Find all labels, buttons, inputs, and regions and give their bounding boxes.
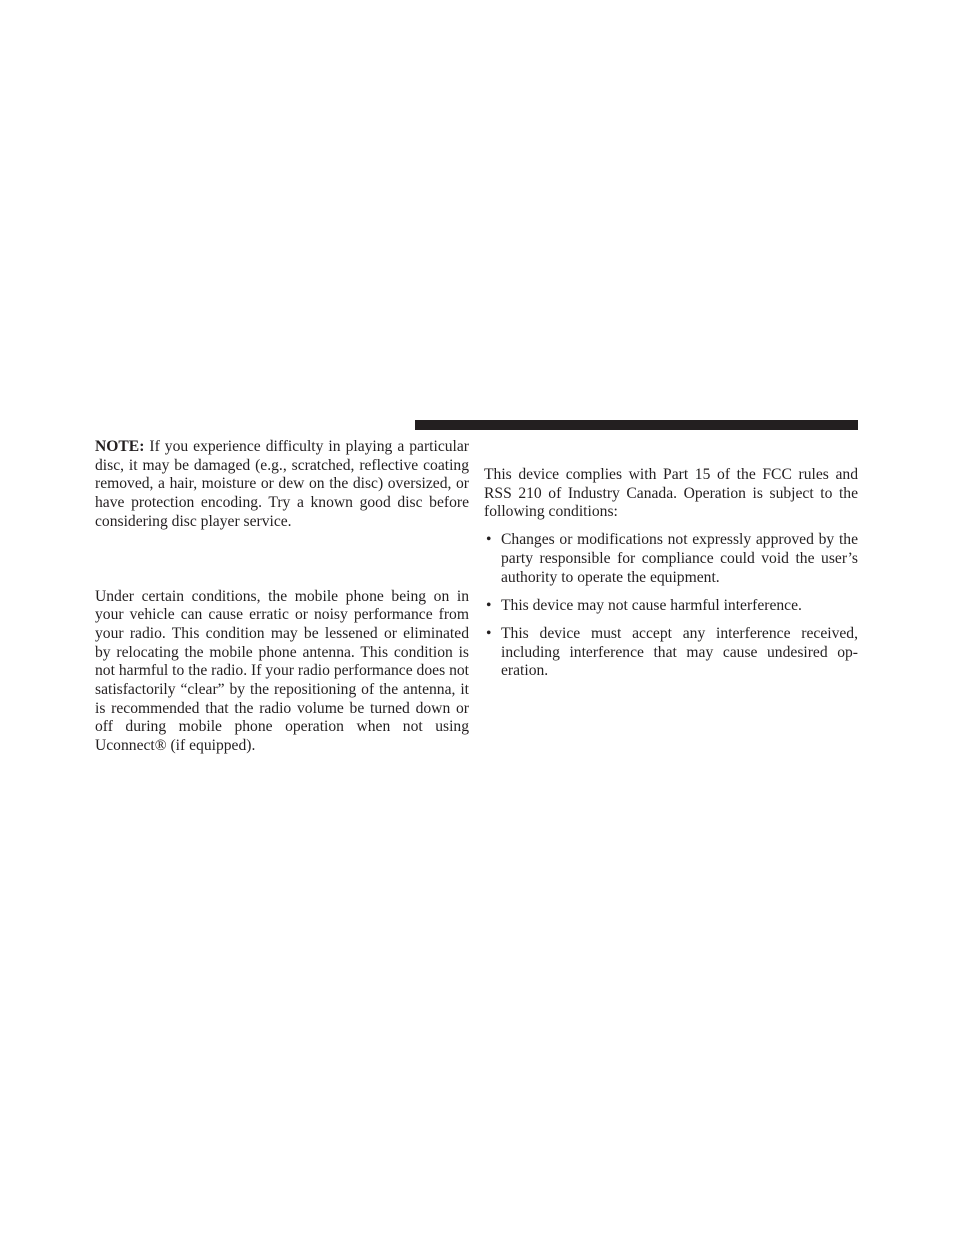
section-gap — [95, 532, 469, 588]
list-item — [484, 531, 858, 587]
bullet-icon: • — [486, 531, 492, 549]
list-item-text: This device may not cause harmful interference. — [501, 596, 802, 614]
note-label: NOTE: — [95, 438, 145, 455]
bullet-icon: • — [486, 596, 492, 614]
bullet-icon: • — [486, 624, 492, 642]
right-column — [484, 466, 858, 691]
list-item-text: This device must accept any interference received, including interference that may cause undesired operation. — [501, 624, 858, 680]
section-header-bar — [415, 420, 858, 430]
mobile-phone-paragraph: Under certain conditions, the mobile phone being on in your vehicle can cause erratic or noisy performance from your radio. This condition may be lessened or eliminated by relocating the mobile phone antenna. This condition is not harmful to the radio. If your radio performance does not satisfactorily “clear” by the repositioning of the antenna, it is recommended that the radio volume be turned down or off during mobile phone operation when not using Uconnect® (if equipped). — [95, 587, 469, 755]
list-item — [484, 597, 858, 616]
list-item — [484, 625, 858, 681]
list-item-text: Changes or modifications not expressly approved by the party responsible for compliance could void the user’s authority to operate the equipment. — [501, 531, 858, 586]
note-paragraph — [95, 438, 469, 532]
conditions-list — [484, 531, 858, 681]
note-text: If you experience difficulty in playing a particular disc, it may be damaged (e.g., scratched, reflective coating removed, a hair, moisture or dew on the disc) oversized, or have protection encoding. Try a known good disc before considering disc player service. — [95, 438, 469, 530]
left-column — [95, 438, 469, 756]
fcc-intro-paragraph: This device complies with Part 15 of the FCC rules and RSS 210 of Industry Canada. Operation is subject to the following conditions: — [484, 466, 858, 521]
